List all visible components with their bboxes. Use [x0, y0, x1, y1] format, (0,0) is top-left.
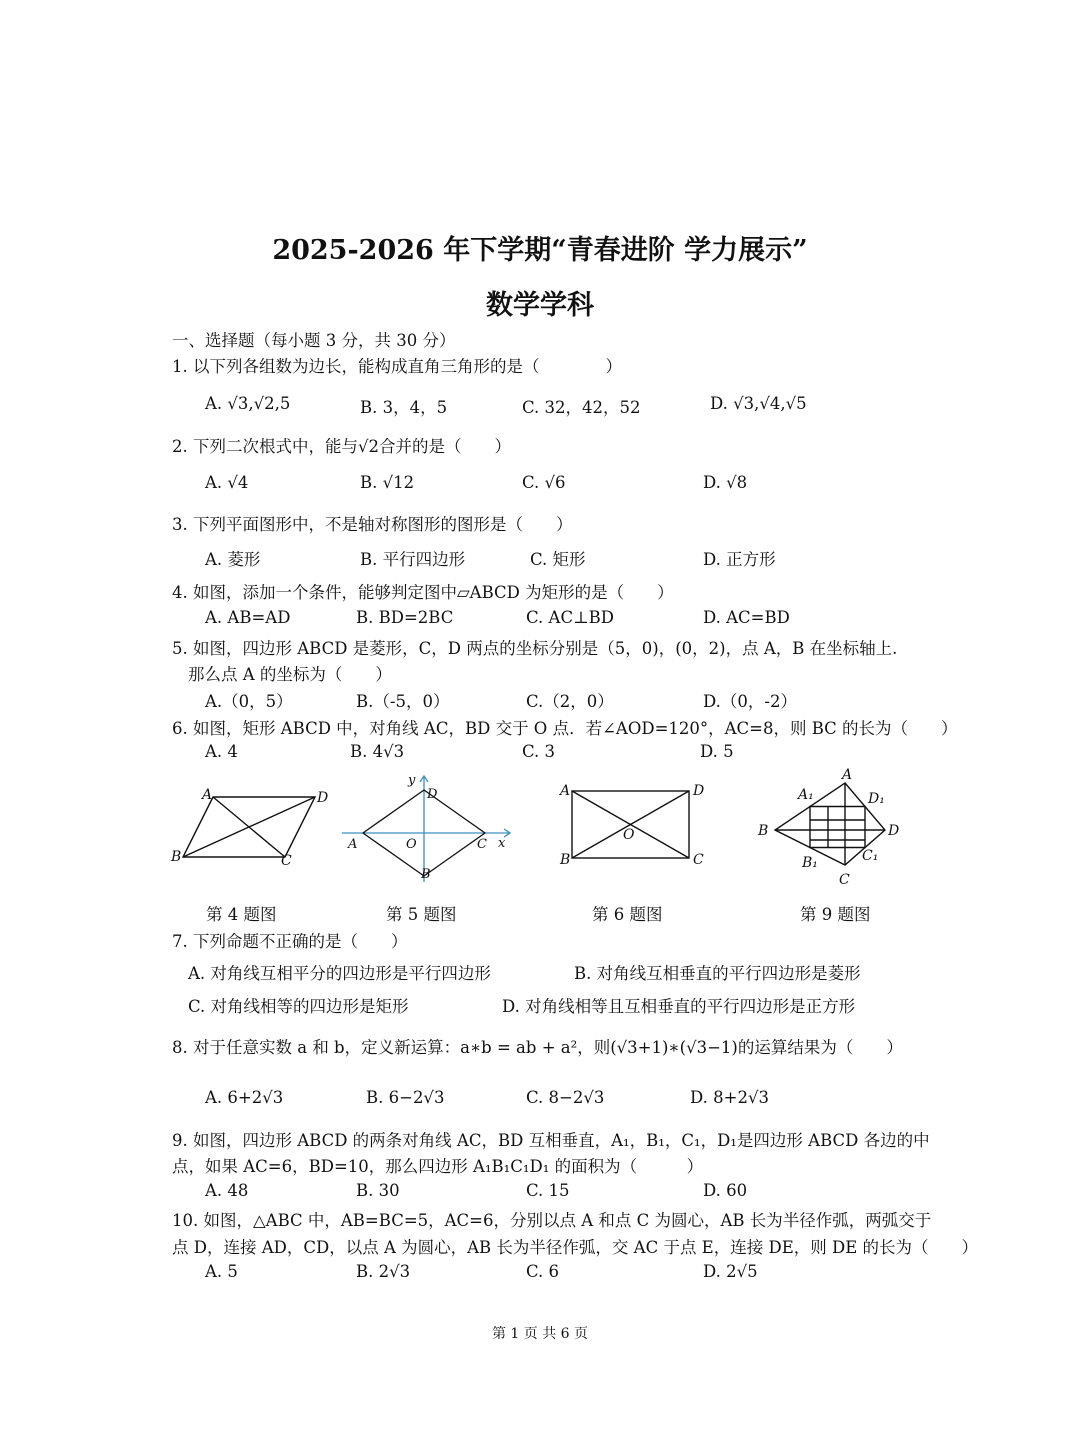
fig5-label-d: D	[427, 787, 438, 802]
fig9-label-d1: D₁	[868, 791, 885, 807]
q1-option-a: A. √3,√2,5	[205, 394, 291, 413]
fig6-label-a: A	[560, 783, 571, 799]
fig9-label-b: B	[758, 823, 769, 839]
question-5-stem-line1: 5. 如图，四边形 ABCD 是菱形，C，D 两点的坐标分别是（5，0)，(0，2)，点 A，B 在坐标轴上.	[172, 639, 898, 658]
figure-9-caption: 第 9 题图	[800, 905, 871, 924]
q5-option-a: A.（0，5）	[205, 692, 293, 711]
q3-option-b: B. 平行四边形	[360, 550, 466, 569]
question-2-stem: 2. 下列二次根式中，能与√2合并的是（ ）	[172, 437, 511, 456]
q2-option-c: C. √6	[522, 473, 566, 492]
q4-option-c: C. AC⊥BD	[526, 608, 614, 627]
q10-option-b: B. 2√3	[356, 1262, 411, 1281]
fig6-label-c: C	[693, 852, 704, 868]
q7-option-c: C. 对角线相等的四边形是矩形	[188, 997, 409, 1016]
q9-option-d: D. 60	[703, 1181, 748, 1200]
fig9-label-a1: A₁	[798, 787, 814, 803]
q1-option-b: B. 3，4，5	[360, 398, 448, 417]
fig4-label-d: D	[317, 790, 329, 806]
q4-option-a: A. AB=AD	[205, 608, 291, 627]
fig5-label-x: x	[498, 836, 506, 851]
figure-5-caption: 第 5 题图	[386, 905, 457, 924]
question-7-stem: 7. 下列命题不正确的是（ ）	[172, 932, 408, 951]
q10-option-d: D. 2√5	[703, 1262, 758, 1281]
question-6-stem: 6. 如图，矩形 ABCD 中，对角线 AC，BD 交于 O 点．若∠AOD=120°，AC=8，则 BC 的长为（ ）	[172, 719, 958, 738]
question-1-stem: 1. 以下列各组数为边长，能构成直角三角形的是（ ）	[172, 357, 622, 376]
fig5-label-a: A	[348, 837, 358, 852]
q7-option-a: A. 对角线互相平分的四边形是平行四边形	[188, 964, 491, 983]
fig5-label-o: O	[406, 837, 417, 852]
figure-4-caption: 第 4 题图	[206, 905, 277, 924]
q5-option-b: B.（-5，0）	[356, 692, 450, 711]
figure-9-quadrilateral	[750, 763, 910, 888]
q2-option-d: D. √8	[703, 473, 748, 492]
q8-option-c: C. 8−2√3	[526, 1088, 605, 1107]
q10-option-c: C. 6	[526, 1262, 560, 1281]
q7-option-b: B. 对角线互相垂直的平行四边形是菱形	[574, 964, 861, 983]
q6-option-c: C. 3	[522, 742, 556, 761]
question-9-stem-line2: 点，如果 AC=6，BD=10，那么四边形 A₁B₁C₁D₁ 的面积为（ ）	[172, 1157, 704, 1176]
fig9-label-c: C	[839, 872, 850, 888]
q2-option-b: B. √12	[360, 473, 415, 492]
q5-option-d: D.（0，-2）	[703, 692, 797, 711]
q8-option-d: D. 8+2√3	[690, 1088, 769, 1107]
exam-title: 2025-2026 年下学期“青春进阶 学力展示”	[272, 235, 808, 266]
q6-option-b: B. 4√3	[350, 742, 405, 761]
fig6-label-o: O	[623, 827, 635, 843]
q5-option-c: C.（2，0）	[526, 692, 614, 711]
fig9-label-c1: C₁	[862, 848, 879, 864]
question-10-stem-line1: 10. 如图，△ABC 中，AB=BC=5，AC=6，分别以点 A 和点 C 为圆心，AB 长为半径作弧，两弧交于	[172, 1211, 932, 1230]
question-9-stem-line1: 9. 如图，四边形 ABCD 的两条对角线 AC，BD 互相垂直，A₁，B₁，C₁，D₁是四边形 ABCD 各边的中	[172, 1131, 930, 1150]
q6-option-a: A. 4	[205, 742, 238, 761]
fig9-label-a: A	[842, 767, 853, 783]
fig4-label-c: C	[281, 853, 292, 869]
section-heading: 一、选择题（每小题 3 分，共 30 分）	[172, 331, 456, 350]
q4-option-d: D. AC=BD	[703, 608, 790, 627]
figure-6-caption: 第 6 题图	[592, 905, 663, 924]
q3-option-d: D. 正方形	[703, 550, 776, 569]
figure-4-parallelogram	[165, 765, 340, 875]
q9-option-a: A. 48	[205, 1181, 249, 1200]
fig6-label-b: B	[560, 852, 571, 868]
q9-option-c: C. 15	[526, 1181, 570, 1200]
figure-5-rhombus-axes	[340, 770, 520, 885]
question-8-stem: 8. 对于任意实数 a 和 b，定义新运算：a∗b = ab + a²，则(√3+1)∗(√3−1)的运算结果为（ ）	[172, 1038, 903, 1057]
q2-option-a: A. √4	[205, 473, 249, 492]
fig4-label-a: A	[202, 787, 213, 803]
page-footer: 第 1 页 共 6 页	[491, 1326, 589, 1342]
q3-option-c: C. 矩形	[530, 550, 586, 569]
question-10-stem-line2: 点 D，连接 AD，CD，以点 A 为圆心，AB 长为半径作弧，交 AC 于点 E，连接 DE，则 DE 的长为（ ）	[172, 1238, 979, 1257]
fig5-label-c: C	[477, 837, 487, 852]
q1-option-c: C. 32，42，52	[522, 398, 641, 417]
figure-6-rectangle	[555, 775, 715, 875]
q7-option-d: D. 对角线相等且互相垂直的平行四边形是正方形	[502, 997, 856, 1016]
q8-option-a: A. 6+2√3	[205, 1088, 284, 1107]
q4-option-b: B. BD=2BC	[356, 608, 454, 627]
fig5-label-y: y	[408, 773, 416, 788]
q9-option-b: B. 30	[356, 1181, 400, 1200]
q8-option-b: B. 6−2√3	[366, 1088, 445, 1107]
fig5-label-b: B	[421, 867, 431, 882]
question-3-stem: 3. 下列平面图形中，不是轴对称图形的图形是（ ）	[172, 515, 573, 534]
question-4-stem: 4. 如图，添加一个条件，能够判定图中▱ABCD 为矩形的是（ ）	[172, 583, 674, 602]
fig6-label-d: D	[693, 783, 705, 799]
fig9-label-d: D	[888, 823, 900, 839]
q6-option-d: D. 5	[700, 742, 734, 761]
question-5-stem-line2: 那么点 A 的坐标为（ ）	[188, 665, 392, 684]
q1-option-d: D. √3,√4,√5	[710, 394, 807, 413]
fig9-label-b1: B₁	[802, 855, 818, 871]
subject-title: 数学学科	[486, 290, 594, 321]
q10-option-a: A. 5	[205, 1262, 238, 1281]
q3-option-a: A. 菱形	[205, 550, 261, 569]
fig4-label-b: B	[171, 849, 182, 865]
